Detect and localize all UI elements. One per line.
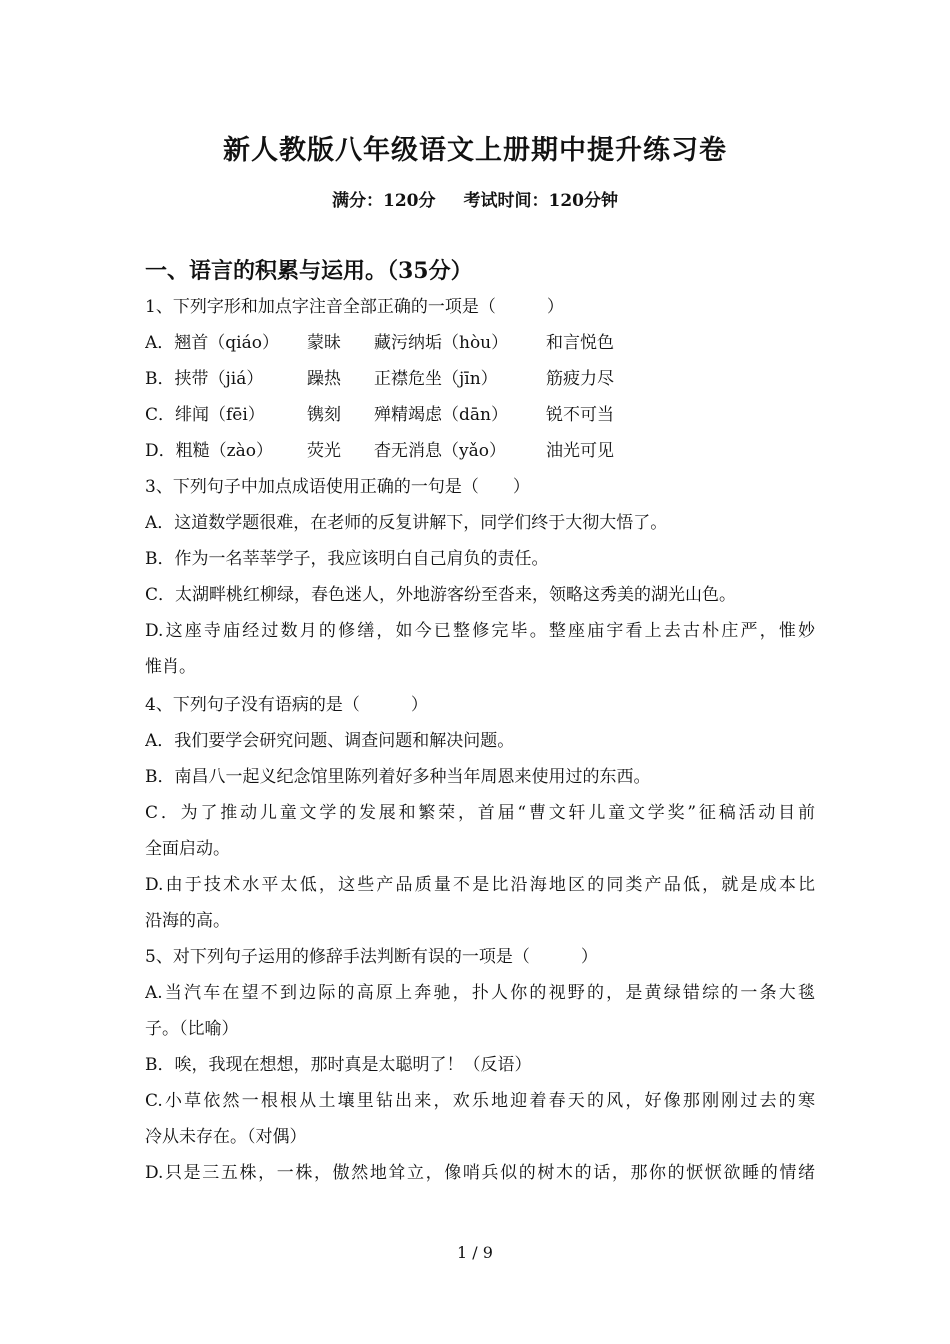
exam-time: 考试时间：120分钟 (463, 191, 618, 211)
question-5-option-c-line1: C.小草依然一根根从土壤里钻出来，欢乐地迎着春天的风，好像那刚刚过去的寒 (145, 1091, 815, 1111)
question-5-option-a-line1: A.当汽车在望不到边际的高原上奔驰，扑人你的视野的，是黄绿错综的一条大毯 (145, 983, 815, 1003)
questions (145, 289, 815, 1191)
question-4-stem: 4、下列句子没有语病的是（ ） (145, 695, 428, 715)
question-3-option-d-line2: 惟肖。 (145, 657, 196, 677)
question-3-option-b: B．作为一名莘莘学子，我应该明白自己肩负的责任。 (145, 549, 549, 569)
question-5-stem: 5、对下列句子运用的修辞手法判断有误的一项是（ ） (145, 947, 598, 967)
question-4-option-c-line1: C．为了推动儿童文学的发展和繁荣，首届“曹文轩儿童文学奖”征稿活动目前 (145, 803, 815, 823)
question-1-option-b: B．挟带（jiá） 躁热 正襟危坐（jīn） 筋疲力尽 (145, 369, 614, 389)
question-3-option-d-line1: D.这座寺庙经过数月的修缮，如今已整修完毕。整座庙宇看上去古朴庄严，惟妙 (145, 621, 815, 641)
page-title: 新人教版八年级语文上册期中提升练习卷 (223, 135, 727, 166)
question-1-option-d: D．粗糙（zào） 荧光 杳无消息（yǎo） 油光可见 (145, 441, 614, 461)
question-3-option-a: A．这道数学题很难，在老师的反复讲解下，同学们终于大彻大悟了。 (145, 513, 668, 533)
question-4-option-d-line2: 沿海的高。 (145, 911, 230, 931)
question-4-option-c-line2: 全面启动。 (145, 839, 230, 859)
question-1-stem: 1、下列字形和加点字注音全部正确的一项是（ ） (145, 297, 564, 317)
exam-info (0, 186, 950, 211)
question-5-option-b: B．唉，我现在想想，那时真是太聪明了！（反语） (145, 1055, 532, 1075)
question-3-option-c: C．太湖畔桃红柳绿，春色迷人，外地游客纷至沓来，领略这秀美的湖光山色。 (145, 585, 737, 605)
question-4-option-b: B．南昌八一起义纪念馆里陈列着好多种当年周恩来使用过的东西。 (145, 767, 651, 787)
question-4-option-d-line1: D.由于技术水平太低，这些产品质量不是比沿海地区的同类产品低，就是成本比 (145, 875, 815, 895)
question-1-option-c: C．绯闻（fēi） 镌刻 殚精竭虑（dān） 锐不可当 (145, 405, 614, 425)
page-number: 1 / 9 (457, 1243, 493, 1262)
question-3-stem: 3、下列句子中加点成语使用正确的一句是（ ） (145, 477, 530, 497)
question-4-option-a: A．我们要学会研究问题、调查问题和解决问题。 (145, 731, 515, 751)
full-score: 满分：120分 (332, 191, 436, 211)
question-5-option-d-line1: D.只是三五株，一株，傲然地耸立，像哨兵似的树木的话，那你的恹恹欲睡的情绪 (145, 1163, 815, 1183)
question-5-option-a-line2: 子。（比喻） (145, 1019, 239, 1039)
section-heading-1: 一、语言的积累与运用。（35分） (145, 258, 473, 284)
question-5-option-c-line2: 冷从未存在。（对偶） (145, 1127, 307, 1147)
question-1-option-a: A．翘首（qiáo） 蒙昧 藏污纳垢（hòu） 和言悦色 (145, 333, 614, 353)
